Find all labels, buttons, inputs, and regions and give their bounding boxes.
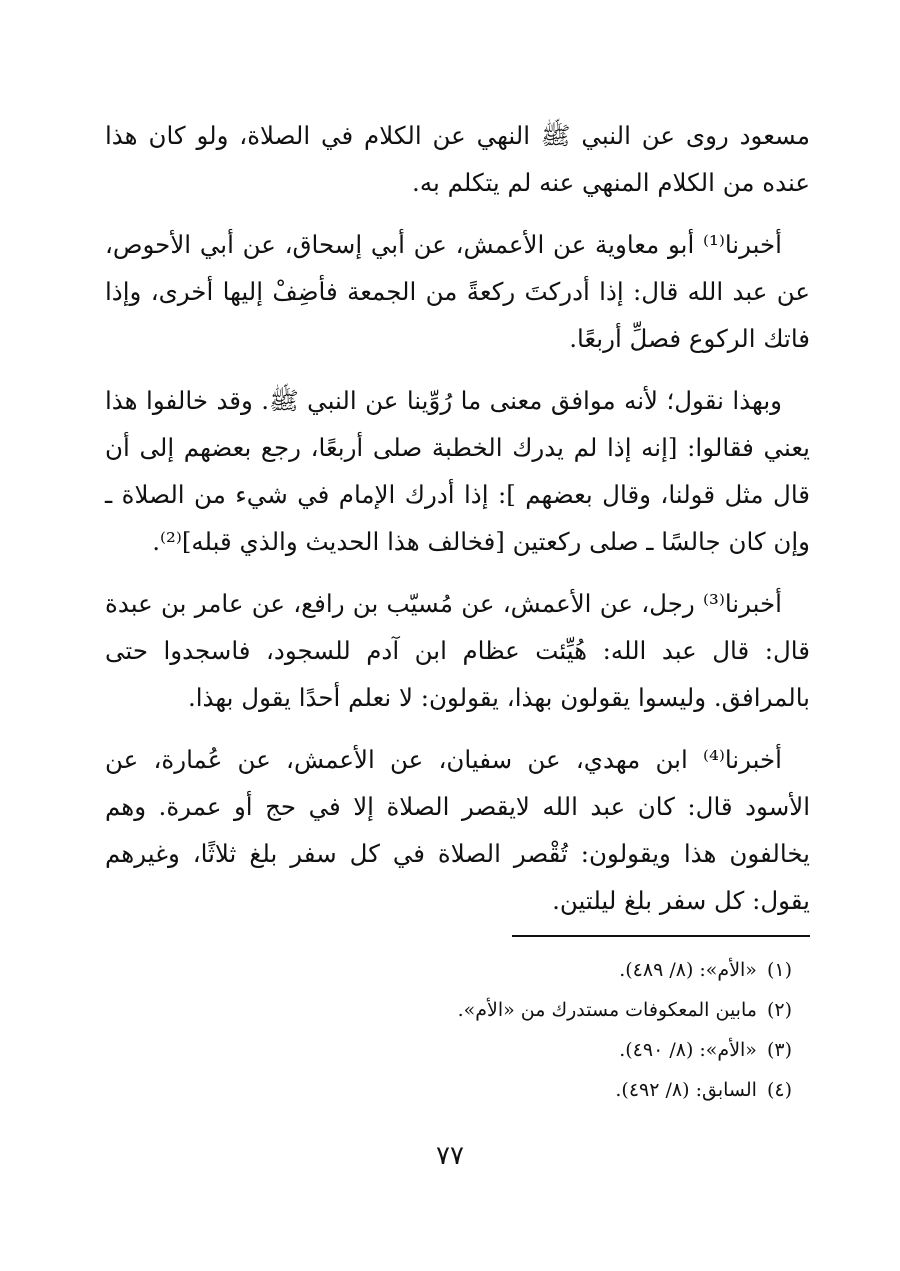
footnote-text: «الأم»: (٨/ ٤٩٠). bbox=[619, 1039, 757, 1061]
footnote-number: (٤) bbox=[766, 1079, 792, 1101]
paragraph-1: مسعود روى عن النبي ﷺ النهي عن الكلام في الصلاة، ولو كان هذا عنده من الكلام المنهي عنه لم يتكلم به. bbox=[105, 121, 810, 197]
paragraph-4: أخبرنا⁽³⁾ رجل، عن الأعمش، عن مُسيّب بن رافع، عن عامر بن عبدة قال: قال عبد الله: هُيِّئت عظام ابن آدم للسجود، فاسجدوا حتى بالمرافق. وليسوا يقولون بهذا، يقولون: لا نعلم أحدًا يقول بهذا. bbox=[105, 589, 810, 712]
footnote-number: (٢) bbox=[766, 999, 792, 1021]
footnote-text: «الأم»: (٨/ ٤٨٩). bbox=[619, 959, 757, 981]
footnotes bbox=[300, 950, 792, 1110]
paragraph-5: أخبرنا⁽⁴⁾ ابن مهدي، عن سفيان، عن الأعمش، عن عُمارة، عن الأسود قال: كان عبد الله لايقصر الصلاة إلا في حج أو عمرة. وهم يخالفون هذا ويقولون: تُقْصر الصلاة في كل سفر بلغ ثلاثًا، وغيرهم يقول: كل سفر بلغ ليلتين. bbox=[105, 745, 810, 915]
footnote-4 bbox=[300, 1070, 792, 1110]
main-text bbox=[105, 112, 810, 939]
footnote-3 bbox=[300, 1030, 792, 1070]
footnote-separator bbox=[512, 935, 810, 937]
paragraph-2: أخبرنا⁽¹⁾ أبو معاوية عن الأعمش، عن أبي إسحاق، عن أبي الأحوص، عن عبد الله قال: إذا أدركتَ ركعةً من الجمعة فأضِفْ إليها أخرى، وإذا فاتك الركوع فصلِّ أربعًا. bbox=[105, 230, 810, 353]
footnote-number: (٣) bbox=[766, 1039, 792, 1061]
footnote-text: السابق: (٨/ ٤٩٢). bbox=[615, 1079, 757, 1101]
footnote-number: (١) bbox=[766, 959, 792, 981]
paragraph-3: وبهذا نقول؛ لأنه موافق معنى ما رُوِّينا عن النبي ﷺ. وقد خالفوا هذا يعني فقالوا: [إنه إذا لم يدرك الخطبة صلى أربعًا، رجع بعضهم إلى أن قال مثل قولنا، وقال بعضهم ]: إذا أدرك الإمام في شيء من الصلاة ـ وإن كان جالسًا ـ صلى ركعتين [فخالف هذا الحديث والذي قبله]⁽²⁾. bbox=[105, 386, 810, 556]
page-number: ٧٧ bbox=[436, 1141, 464, 1171]
footnote-text: مابين المعكوفات مستدرك من «الأم». bbox=[457, 999, 757, 1021]
footnote-1 bbox=[300, 950, 792, 990]
footnote-2 bbox=[300, 990, 792, 1030]
